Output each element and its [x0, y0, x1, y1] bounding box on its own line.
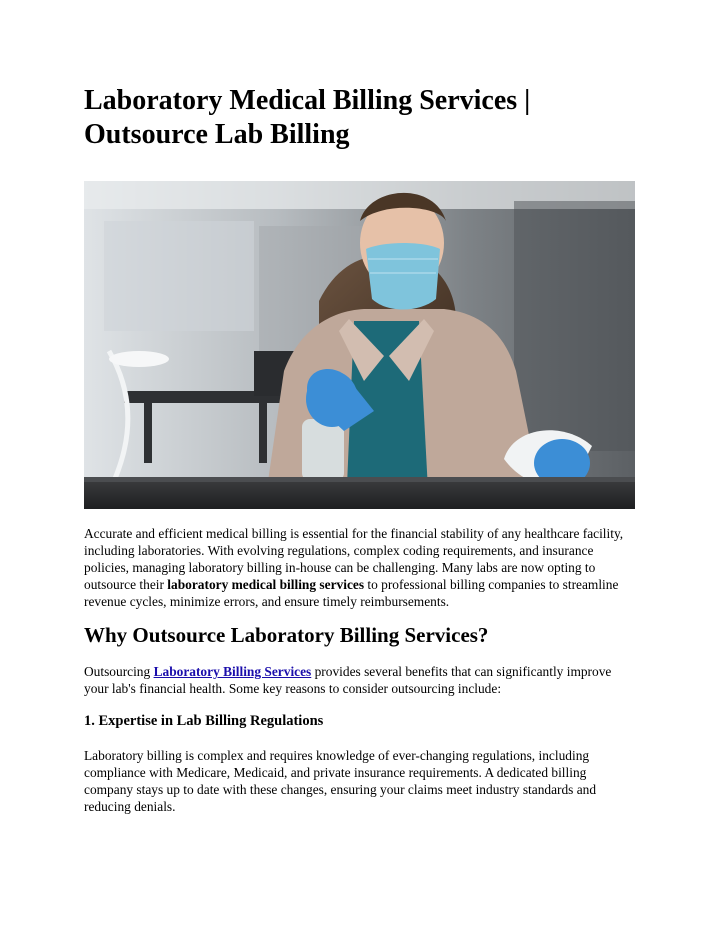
- lab-billing-services-link[interactable]: Laboratory Billing Services: [153, 664, 312, 679]
- section-text-end: provides several benefits that can significantly improve your lab's financial health. Some key reasons to consider outsourcing include:: [84, 664, 612, 696]
- subheading-expertise: 1. Expertise in Lab Billing Regulations: [84, 713, 324, 729]
- intro-paragraph: [84, 525, 636, 610]
- intro-text-start: Accurate and efficient medical billing is essential for the financial stability of any healthcare facility, including laboratories. With evolving regulations, complex coding requirements, and insurance policies, managing laboratory billing in-house can be challenging. Many labs are now opting to outsource their: [84, 526, 624, 592]
- expertise-paragraph: Laboratory billing is complex and requires knowledge of ever-changing regulations, including compliance with Medicare, Medicaid, and private insurance requirements. A dedicated billing company stays up to date with these changes, ensuring your claims meet industry standards and reducing denials.: [84, 748, 597, 814]
- intro-bold-phrase: laboratory medical billing services: [167, 577, 365, 592]
- page-title: Laboratory Medical Billing Services | Outsource Lab Billing: [84, 85, 531, 150]
- hero-illustration: [84, 181, 635, 509]
- section-paragraph: [84, 663, 636, 697]
- hero-image: [84, 181, 635, 509]
- section-heading: Why Outsource Laboratory Billing Services?: [84, 623, 489, 647]
- section-text-start: Outsourcing: [84, 664, 154, 679]
- intro-text-end: to professional billing companies to streamline revenue cycles, minimize errors, and ensure timely reimbursements.: [84, 577, 619, 609]
